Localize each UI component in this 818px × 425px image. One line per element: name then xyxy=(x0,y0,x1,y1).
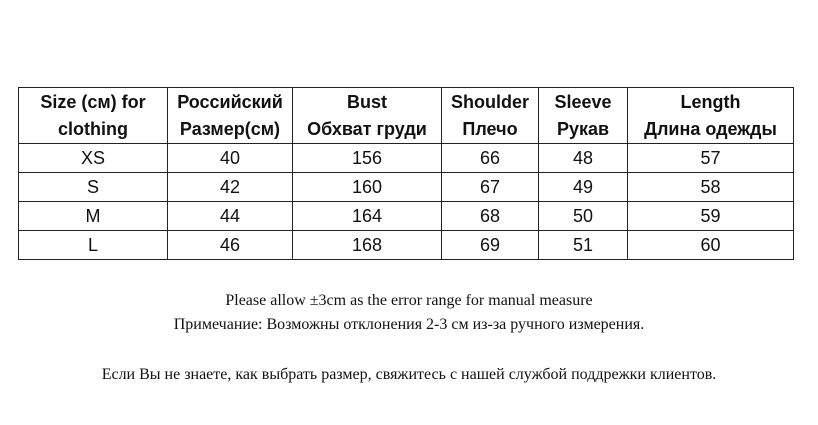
cell-sleeve: 50 xyxy=(539,202,628,231)
cell-bust: 156 xyxy=(293,144,442,173)
cell-russian-size: 44 xyxy=(168,202,293,231)
header-shoulder-line2: Плечо xyxy=(462,118,518,139)
header-russian-size-line1: Российский xyxy=(177,91,283,112)
size-chart-body xyxy=(19,144,794,260)
header-size-line2: clothing xyxy=(58,118,128,139)
header-bust xyxy=(293,88,442,144)
cell-size: M xyxy=(19,202,168,231)
size-chart-table xyxy=(18,87,794,260)
header-sleeve-line2: Рукав xyxy=(556,118,610,139)
cell-shoulder: 69 xyxy=(442,231,539,260)
header-length-line1: Length xyxy=(680,91,741,112)
cell-bust: 168 xyxy=(293,231,442,260)
customer-support-note: Если Вы не знаете, как выбрать размер, свяжитесь с нашей службой поддрежки клиентов. xyxy=(101,366,717,383)
cell-size: XS xyxy=(19,144,168,173)
header-bust-line2: Обхват груди xyxy=(307,118,427,139)
measurement-error-note: Please allow ±3cm as the error range for manual measure xyxy=(225,292,593,309)
header-length xyxy=(628,88,794,144)
cell-sleeve: 51 xyxy=(539,231,628,260)
size-chart-header xyxy=(19,88,794,144)
header-bust-line1: Bust xyxy=(347,91,387,112)
header-sleeve-line1: Sleeve xyxy=(554,91,612,112)
cell-size: L xyxy=(19,231,168,260)
header-sleeve xyxy=(539,88,628,144)
header-length-line2: Длина одежды xyxy=(644,118,777,139)
cell-shoulder: 66 xyxy=(442,144,539,173)
cell-sleeve: 49 xyxy=(539,173,628,202)
header-shoulder-line1: Shoulder xyxy=(450,91,529,112)
table-row xyxy=(19,173,794,202)
cell-length: 57 xyxy=(628,144,794,173)
header-size-line1: Size (см) for xyxy=(40,91,146,112)
cell-length: 59 xyxy=(628,202,794,231)
header-russian-size xyxy=(168,88,293,144)
cell-length: 60 xyxy=(628,231,794,260)
cell-russian-size: 42 xyxy=(168,173,293,202)
cell-russian-size: 46 xyxy=(168,231,293,260)
cell-sleeve: 48 xyxy=(539,144,628,173)
measurement-error-note-ru: Примечание: Возможны отклонения 2-3 см из-за ручного измерения. xyxy=(173,316,645,333)
header-row xyxy=(19,88,794,144)
cell-bust: 160 xyxy=(293,173,442,202)
header-russian-size-line2: Размер(см) xyxy=(179,118,281,139)
header-shoulder xyxy=(442,88,539,144)
header-size xyxy=(19,88,168,144)
table-row xyxy=(19,202,794,231)
cell-shoulder: 68 xyxy=(442,202,539,231)
cell-bust: 164 xyxy=(293,202,442,231)
cell-length: 58 xyxy=(628,173,794,202)
cell-russian-size: 40 xyxy=(168,144,293,173)
cell-size: S xyxy=(19,173,168,202)
table-row xyxy=(19,231,794,260)
table-row xyxy=(19,144,794,173)
cell-shoulder: 67 xyxy=(442,173,539,202)
